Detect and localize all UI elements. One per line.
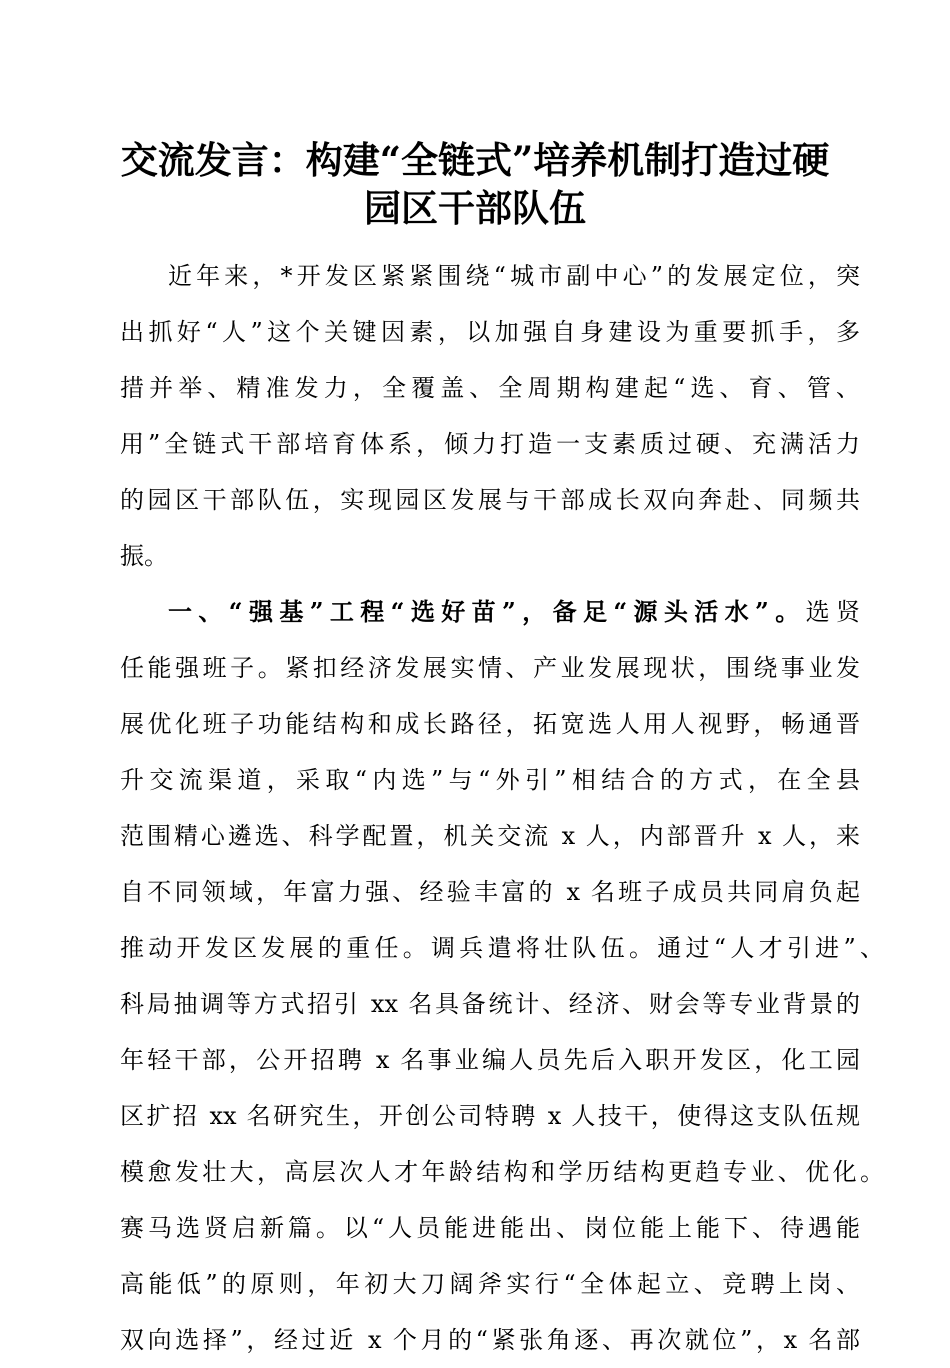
section-1-line: 展优化班子功能结构和成长路径，拓宽选人用人视野，畅通晋 [120, 710, 860, 738]
intro-line: 振。 [120, 542, 168, 570]
section-1-line: 自不同领域，年富力强、经验丰富的 x 名班子成员共同肩负起 [120, 878, 860, 906]
document-title-line-1: 交流发言：构建“全链式”培养机制打造过硬 [120, 138, 830, 182]
section-1-line: 模愈发壮大，高层次人才年龄结构和学历结构更趋专业、优化。 [120, 1158, 884, 1186]
intro-line: 出抓好“人”这个关键因素，以加强自身建设为重要抓手，多 [120, 318, 860, 346]
section-1-line: 赛马选贤启新篇。以“人员能进能出、岗位能上能下、待遇能 [120, 1214, 860, 1242]
intro-line: 措并举、精准发力，全覆盖、全周期构建起“选、育、管、 [120, 374, 860, 402]
section-1-line: 高能低”的原则，年初大刀阔斧实行“全体起立、竞聘上岗、 [120, 1270, 860, 1298]
section-1-line: 升交流渠道，采取“内选”与“外引”相结合的方式，在全县 [120, 766, 860, 794]
document-body [120, 248, 884, 1368]
section-1-line: 双向选择”，经过近 x 个月的“紧张角逐、再次就位”，x 名部 [120, 1326, 860, 1354]
section-1-line: 推动开发区发展的重任。调兵遣将壮队伍。通过“人才引进”、 [120, 934, 884, 962]
section-1-line: 任能强班子。紧扣经济发展实情、产业发展现状，围绕事业发 [120, 654, 860, 682]
section-1-heading: 一、“强基”工程“选好苗”，备足“源头活水”。 [168, 597, 806, 626]
intro-line: 的园区干部队伍，实现园区发展与干部成长双向奔赴、同频共 [120, 486, 860, 514]
section-1-line: 年轻干部，公开招聘 x 名事业编人员先后入职开发区，化工园 [120, 1046, 860, 1074]
document-title-line-2: 园区干部队伍 [364, 186, 586, 230]
section-1-line: 范围精心遴选、科学配置，机关交流 x 人，内部晋升 x 人，来 [120, 822, 860, 850]
section-1-first-line [120, 584, 860, 640]
section-1-line: 区扩招 xx 名研究生，开创公司特聘 x 人技干，使得这支队伍规 [120, 1102, 860, 1130]
section-1-line: 科局抽调等方式招引 xx 名具备统计、经济、财会等专业背景的 [120, 990, 860, 1018]
intro-line: 用”全链式干部培育体系，倾力打造一支素质过硬、充满活力 [120, 430, 860, 458]
intro-line: 近年来，*开发区紧紧围绕“城市副中心”的发展定位，突 [168, 262, 860, 290]
section-1-first-line-tail: 选贤 [805, 598, 861, 626]
